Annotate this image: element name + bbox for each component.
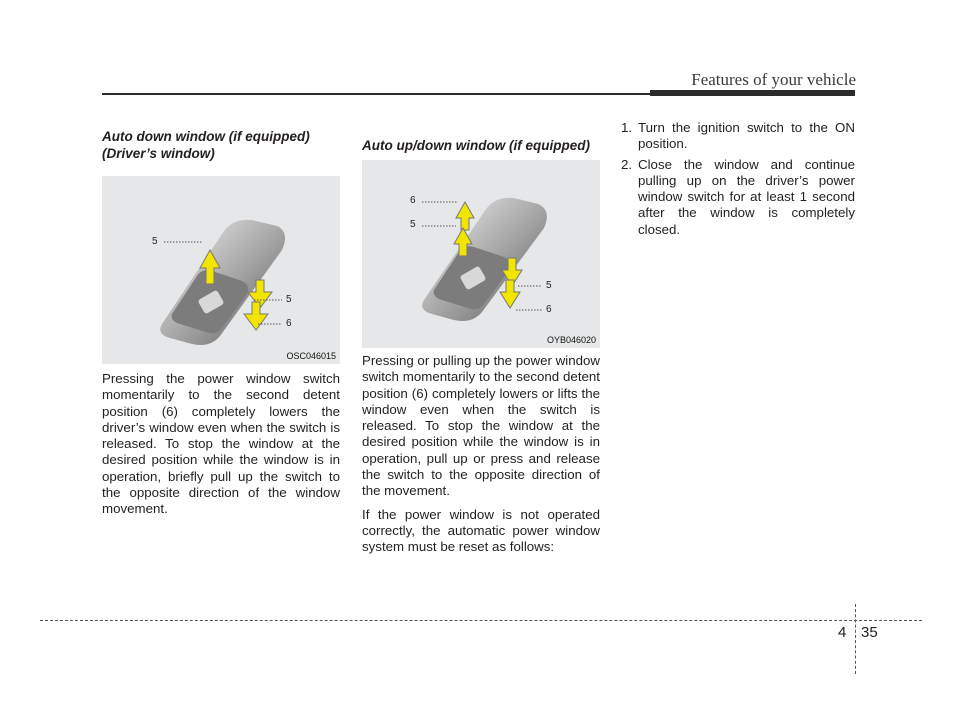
- paragraph: Pressing the power window switch momentarily to the second detent position (6) completely lowers the driver’s window even when the switch is released. To stop the window at the desired position while the window is in operation, briefly pull up the switch to the opposite direction of the window movement.: [102, 371, 340, 517]
- callout-label: 5: [286, 294, 292, 305]
- callout-label: 6: [286, 318, 292, 329]
- step-text: Close the window and continue pulling up on the driver’s power window switch for at least 1 second after the window is completely closed.: [638, 156, 855, 237]
- column-2-body: [362, 353, 600, 556]
- window-switch-illustration: [362, 160, 600, 348]
- chapter-number: 4: [838, 624, 847, 641]
- callout-label: 5: [152, 236, 158, 247]
- callout-label: 6: [410, 195, 416, 206]
- arrow-down-icon: [244, 302, 268, 330]
- column-1: [102, 128, 340, 162]
- list-item: [621, 157, 855, 238]
- page-number: 35: [861, 624, 878, 641]
- figure-auto-up-down-switch: [362, 160, 600, 348]
- arrow-up-icon: [456, 202, 474, 230]
- window-switch-illustration: [102, 176, 340, 364]
- step-number: 2.: [621, 156, 633, 172]
- list-item: [621, 120, 855, 153]
- heading-line-1: Auto down window (if equipped): [102, 129, 310, 144]
- running-header: Features of your vehicle: [691, 70, 856, 89]
- header-rule-accent: [650, 90, 855, 96]
- footer-rule: [40, 620, 922, 621]
- arrow-down-icon: [500, 280, 520, 308]
- figure-auto-down-switch: [102, 176, 340, 364]
- paragraph: Pressing or pulling up the power window switch momentarily to the second detent position (6) completely lowers or lifts the window even when the switch is released. To stop the window at the desired position while the window is in operation, pull up or press and release the switch to the opposite direction of the movement.: [362, 353, 601, 499]
- paragraph: If the power window is not operated correctly, the automatic power window system must be reset as follows:: [362, 506, 600, 555]
- step-text: Turn the ignition switch to the ON position.: [638, 120, 855, 152]
- callout-label: 6: [546, 304, 552, 315]
- figure-code: OYB046020: [546, 335, 596, 345]
- section-heading-auto-up-down: Auto up/down window (if equipped): [362, 138, 590, 153]
- step-number: 1.: [621, 120, 633, 135]
- heading-line-2: (Driver’s window): [102, 146, 215, 161]
- column-1-body: [102, 371, 340, 518]
- figure-code: OSC046015: [286, 351, 336, 361]
- callout-label: 5: [546, 280, 552, 291]
- section-heading-auto-down: [102, 128, 340, 162]
- callout-label: 5: [410, 219, 416, 230]
- column-2: [362, 137, 600, 154]
- reset-steps-list: [621, 120, 855, 242]
- footer-divider: [855, 604, 856, 674]
